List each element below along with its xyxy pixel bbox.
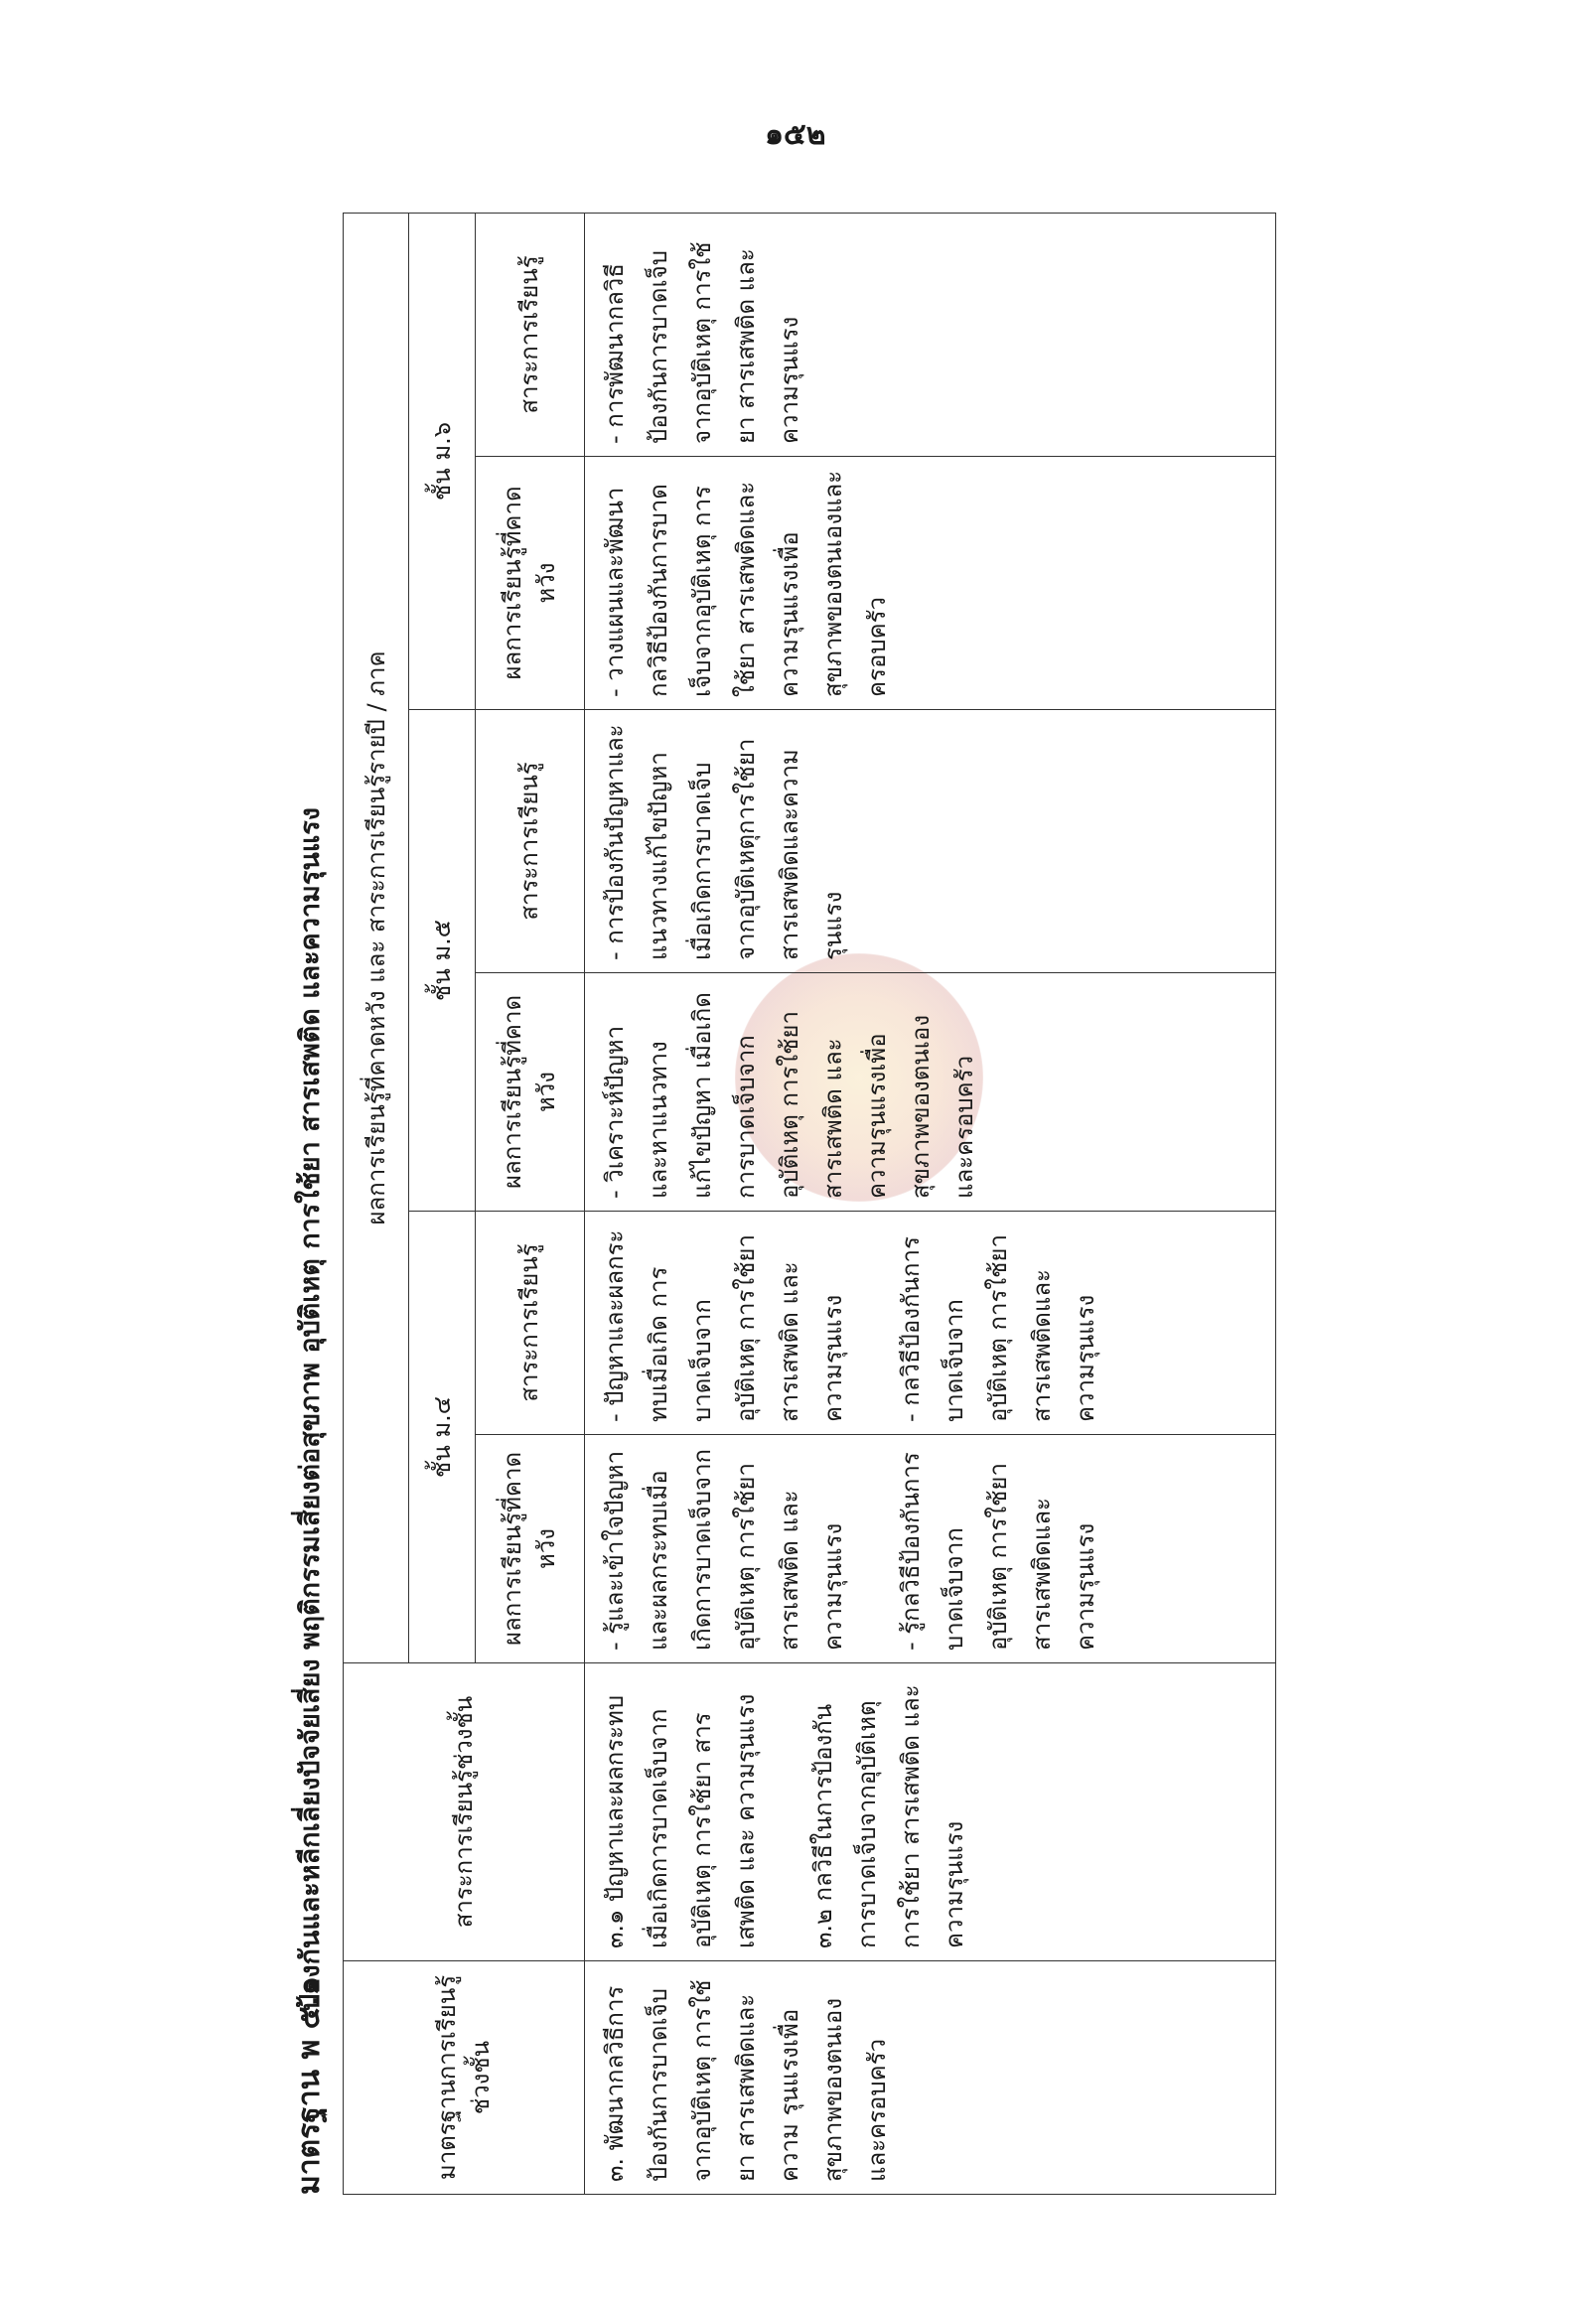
m6-content-cell: - การพัฒนากลวิธีป้องกันการบาดเจ็บจากอุบัติเหตุ การใช้ยา สารเสพติด และความรุนแรง — [585, 213, 1276, 456]
m4-content-1: - ปัญหาและผลกระทบเมื่อเกิด การบาดเจ็บจากอุบัติเหตุ การใช้ยาสารเสพติด และความรุนแรง — [601, 1229, 848, 1422]
m4-outcome-1: - รู้และเข้าใจปัญหาและผลกระทบเมื่อเกิดการบาดเจ็บจากอุบัติเหตุ การใช้ยา สารเสพติด และความรุนแรง — [601, 1448, 848, 1651]
header-m5-outcome: ผลการเรียนรู้ที่คาดหวัง — [475, 973, 585, 1212]
header-grade-m5: ชั้น ม.๕ — [409, 710, 475, 1212]
content-cell — [585, 1663, 1276, 1961]
m5-content-cell: - การป้องกันปัญหาและแนวทางแก้ไขปัญหาเมื่อเกิดการบาดเจ็บจากอุบัติเหตุการใช้ยาสารเสพติดและความรุนแรง — [585, 710, 1276, 973]
header-m5-content: สาระการเรียนรู้ — [475, 710, 585, 973]
standard-code: มาตรฐาน พ ๕.๑ — [292, 1976, 327, 2195]
rotated-document — [268, 209, 1440, 2195]
m4-outcome-2: - รู้กลวิธีป้องกันการบาดเจ็บจากอุบัติเหตุ การใช้ยาสารเสพติดและความรุนแรง — [897, 1452, 1100, 1651]
m4-content-cell — [585, 1212, 1276, 1435]
header-grade-m4: ชั้น ม.๔ — [409, 1212, 475, 1663]
standard-title: ป้องกันและหลีกเลี่ยงปัจจัยเสี่ยง พฤติกรรมเสี่ยงต่อสุขภาพ อุบัติเหตุ การใช้ยา สารเสพติด และความรุนแรง — [295, 807, 326, 2011]
header-m6-content: สาระการเรียนรู้ — [475, 213, 585, 456]
header-m4-content: สาระการเรียนรู้ — [475, 1212, 585, 1435]
header-m6-outcome: ผลการเรียนรู้ที่คาดหวัง — [475, 457, 585, 710]
header-expected-group: ผลการเรียนรู้ที่คาดหวัง และ สาระการเรียนรู้รายปี / ภาค — [344, 213, 409, 1662]
header-m4-outcome: ผลการเรียนรู้ที่คาดหวัง — [475, 1435, 585, 1663]
standard-cell: ๓. พัฒนากลวิธีการป้องกันการบาดเจ็บจากอุบัติเหตุ การใช้ยา สารเสพติดและความ รุนแรงเพื่อสุขภาพของตนเองและครอบครัว — [585, 1961, 1276, 2195]
m4-outcome-cell — [585, 1435, 1276, 1663]
header-standard: มาตรฐานการเรียนรู้ช่วงชั้น — [344, 1961, 585, 2195]
content-item-1: ๓.๑ ปัญหาและผลกระทบเมื่อเกิดการบาดเจ็บจากอุบัติเหตุ การใช้ยา สารเสพติด และ ความรุนแรง — [601, 1693, 761, 1948]
table-row — [585, 213, 1276, 2194]
m6-outcome-cell: - วางแผนและพัฒนากลวิธีป้องกันการบาดเจ็บจากอุบัติเหตุ การใช้ยา สารเสพติดและความรุนแรงเพื่อ สุขภาพของตนเองและครอบครัว — [585, 457, 1276, 710]
header-grade-m6: ชั้น ม.๖ — [409, 213, 475, 709]
curriculum-table — [343, 213, 1276, 2195]
content-item-2: ๓.๒ กลวิธีในการป้องกันการบาดเจ็บจากอุบัติเหตุ การใช้ยา สารเสพติด และความรุนแรง — [809, 1684, 969, 1948]
m4-content-2: - กลวิธีป้องกันการบาดเจ็บจากอุบัติเหตุ การใช้ยา สารเสพติดและความรุนแรง — [897, 1234, 1100, 1422]
m5-outcome-cell: - วิเคราะห์ปัญหาและหาแนวทางแก้ไขปัญหา เมื่อเกิดการบาดเจ็บจากอุบัติเหตุ การใช้ยา สารเสพติด และความรุนแรงเพื่อสุขภาพของตนเองและครอบครัว — [585, 973, 1276, 1212]
page-number: ๑๕๒ — [765, 117, 826, 152]
header-content: สาระการเรียนรู้ช่วงชั้น — [344, 1663, 585, 1961]
document-header — [268, 209, 338, 2195]
